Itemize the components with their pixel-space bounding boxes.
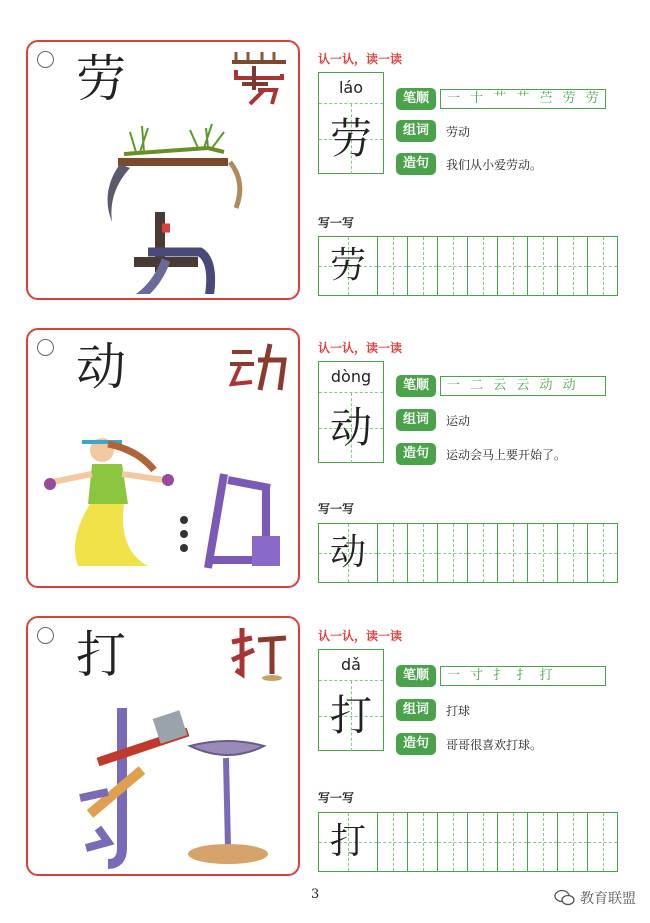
pinyin: láo	[319, 73, 383, 104]
flashcard-da	[26, 616, 300, 876]
card-character: 动	[76, 338, 126, 396]
word-text: 打球	[446, 703, 471, 718]
sentence-label: 造句	[396, 733, 436, 755]
word-row	[396, 120, 470, 142]
sentence-label: 造句	[396, 443, 436, 465]
stroke-order-row	[396, 665, 606, 687]
wechat-icon	[554, 889, 576, 907]
sentence-text: 我们从小爱劳动。	[446, 157, 543, 172]
pinyin-char-box	[318, 649, 384, 751]
stylized-char-icon	[228, 48, 290, 106]
card-character: 打	[76, 626, 126, 684]
sentence-row	[396, 443, 566, 465]
read-heading: 认一认，读一读	[318, 629, 403, 643]
sentence-text: 运动会马上要开始了。	[446, 447, 567, 462]
card-character: 劳	[76, 50, 126, 108]
sentence-row	[396, 153, 542, 175]
study-panel-da	[318, 627, 618, 862]
pinyin-char-box	[318, 72, 384, 174]
grid-character: 打	[329, 691, 372, 740]
sentence-text: 哥哥很喜欢打球。	[446, 737, 543, 752]
write-heading: 写一写	[318, 216, 355, 230]
stroke-order-label: 笔顺	[396, 375, 436, 397]
stroke-order-row	[396, 88, 606, 110]
watermark	[554, 888, 636, 908]
read-heading: 认一认，读一读	[318, 52, 403, 66]
page-number: 3	[311, 887, 320, 902]
writing-grid	[318, 812, 618, 872]
stroke-order-sequence: 一 寸 扌 扌 打	[440, 666, 606, 686]
word-label: 组词	[396, 699, 436, 721]
grid-character: 动	[329, 403, 372, 452]
flashcard-lao	[26, 40, 300, 300]
write-heading: 写一写	[318, 791, 355, 805]
scythe-illustration	[38, 112, 288, 294]
study-panel-lao	[318, 50, 618, 286]
grid-character: 劳	[329, 114, 372, 163]
tools-illustration	[38, 688, 288, 870]
pinyin-char-box	[318, 361, 384, 463]
study-panel-dong	[318, 339, 618, 573]
word-label: 组词	[396, 409, 436, 431]
stroke-order-sequence: 一 十 艹 艹 苎 劳 劳	[440, 89, 606, 109]
flashcard-dong	[26, 328, 300, 588]
word-label: 组词	[396, 120, 436, 142]
word-text: 运动	[446, 413, 471, 428]
word-row	[396, 699, 470, 721]
watermark-text: 教育联盟	[580, 891, 636, 907]
stroke-order-label: 笔顺	[396, 665, 436, 687]
write-heading: 写一写	[318, 502, 355, 516]
sentence-row	[396, 733, 542, 755]
demo-character: 打	[329, 821, 366, 862]
stylized-char-icon	[228, 624, 290, 682]
stroke-order-row	[396, 375, 606, 397]
word-row	[396, 409, 470, 431]
word-text: 劳动	[446, 124, 471, 139]
stroke-order-sequence: 一 二 云 云 动 动	[440, 376, 606, 396]
demo-character: 动	[329, 532, 366, 573]
writing-grid	[318, 236, 618, 296]
pinyin: dǎ	[319, 650, 383, 681]
writing-grid	[318, 523, 618, 583]
sentence-label: 造句	[396, 153, 436, 175]
demo-character: 劳	[329, 245, 366, 286]
exercise-girl-illustration	[38, 400, 288, 582]
stylized-char-icon	[228, 336, 290, 394]
punch-hole	[37, 627, 54, 644]
stroke-order-label: 笔顺	[396, 88, 436, 110]
pinyin: dòng	[319, 362, 383, 393]
punch-hole	[37, 339, 54, 356]
punch-hole	[37, 51, 54, 68]
read-heading: 认一认，读一读	[318, 341, 403, 355]
